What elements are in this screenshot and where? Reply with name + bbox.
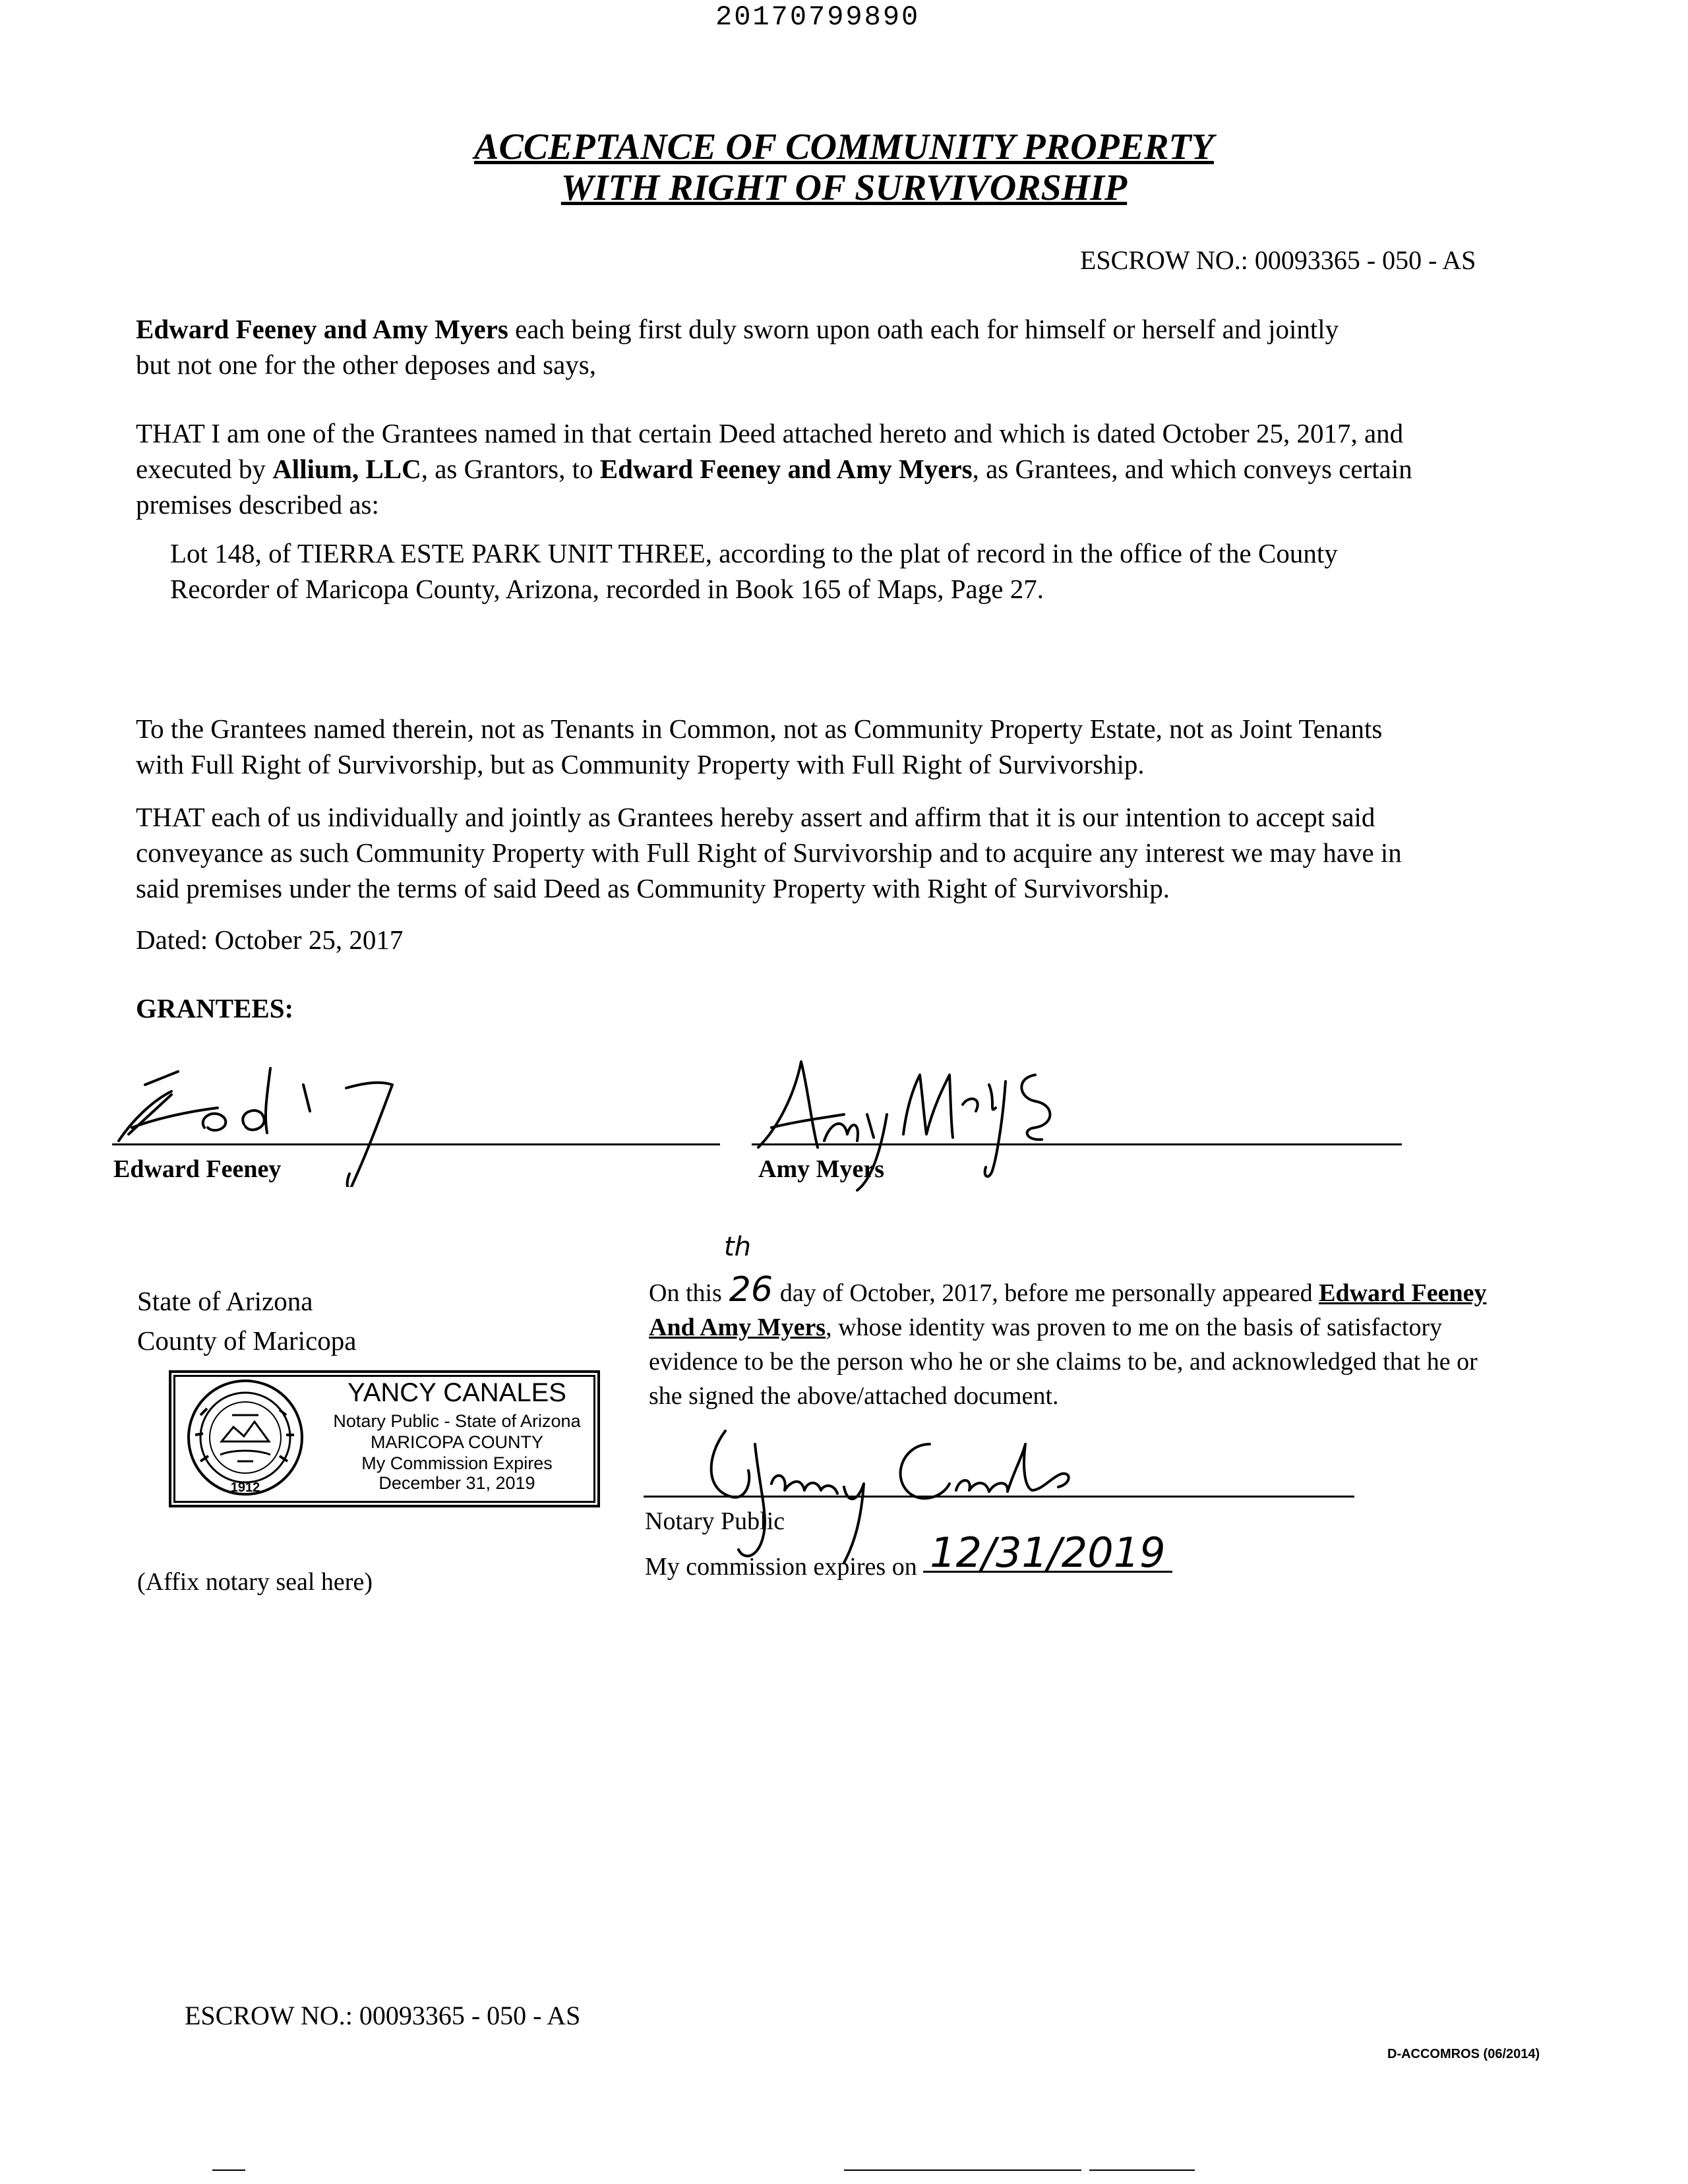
grantee-names: Edward Feeney and Amy Myers: [599, 454, 973, 484]
stamp-expires-label: My Commission Expires: [361, 1453, 553, 1473]
document-title: [0, 127, 1688, 208]
handwritten-day-suffix: th: [724, 1232, 752, 1262]
ack-line-4: she signed the above/attached document.: [649, 1382, 1059, 1410]
signature-line-notary: [644, 1496, 1354, 1498]
stamp-title: Notary Public - State of Arizona: [333, 1411, 581, 1431]
arizona-state-seal-icon: [181, 1376, 313, 1501]
venue-state: State of Arizona: [137, 1286, 313, 1316]
affix-seal-note: (Affix notary seal here): [137, 1568, 373, 1596]
affirmation-line-1: THAT each of us individually and jointly as Grantees hereby assert and affirm that it is our intention to accept said: [136, 802, 1375, 832]
intro-line-2: but not one for the other deposes and says,: [136, 349, 596, 380]
commission-expires: [645, 1529, 1172, 1585]
deed-paragraph: [136, 415, 1600, 522]
recording-number: 20170799890: [715, 1, 920, 33]
tenancy-line-1: To the Grantees named therein, not as Tenants in Common, not as Community Property Estate, not as Joint Tenants: [136, 713, 1383, 744]
scan-mark-right-2: [1089, 2169, 1195, 2171]
affirmation-line-2: conveyance as such Community Property with Full Right of Survivorship and to acquire any interest we may have in: [136, 837, 1402, 868]
deed-line-3: premises described as:: [136, 489, 379, 520]
intro-paragraph: [136, 311, 1586, 382]
escrow-number-top: ESCROW NO.: 00093365 - 050 - AS: [1080, 245, 1476, 275]
commission-label: My commission expires on: [645, 1553, 924, 1581]
form-code: D-ACCOMROS (06/2014): [1387, 2047, 1540, 2061]
legal-line-2: Recorder of Maricopa County, Arizona, recorded in Book 165 of Maps, Page 27.: [170, 574, 1044, 604]
signer-name-edward: Edward Feeney: [113, 1155, 282, 1183]
ack-line-2: And Amy Myers, whose identity was proven to me on the basis of satisfactory: [649, 1314, 1443, 1341]
title-line-1: ACCEPTANCE OF COMMUNITY PROPERTY: [474, 127, 1214, 167]
deed-line-2: executed by Allium, LLC, as Grantors, to Edward Feeney and Amy Myers, as Grantees, and which conveys certain: [136, 454, 1412, 484]
legal-line-1: Lot 148, of TIERRA ESTE PARK UNIT THREE, according to the plat of record in the office of the County: [170, 538, 1338, 568]
tenancy-paragraph: [136, 711, 1626, 782]
stamp-notary-name: YANCY CANALES: [347, 1378, 566, 1407]
signer-name-amy: Amy Myers: [758, 1155, 884, 1183]
appeared-name-1: Edward Feeney: [1319, 1279, 1487, 1307]
grantees-heading: GRANTEES:: [136, 993, 294, 1023]
seal-year: 1912: [230, 1480, 260, 1495]
scan-mark-left: [212, 2169, 245, 2171]
signature-line-amy: [752, 1143, 1402, 1145]
grantor-name: Allium, LLC: [272, 454, 421, 484]
ack-line-3: evidence to be the person who he or she claims to be, and acknowledged that he or: [649, 1348, 1478, 1376]
signature-line-edward: [112, 1143, 720, 1145]
tenancy-line-2: with Full Right of Survivorship, but as Community Property with Full Right of Survivorship.: [136, 749, 1145, 779]
notary-stamp: [169, 1370, 600, 1507]
affirmation-line-3: said premises under the terms of said Deed as Community Property with Right of Survivorship.: [136, 873, 1170, 903]
intro-names: Edward Feeney and Amy Myers: [136, 314, 508, 344]
affirmation-paragraph: [136, 799, 1626, 906]
escrow-number-bottom: ESCROW NO.: 00093365 - 050 - AS: [185, 2001, 581, 2030]
ack-line-1: On this 26 day of October, 2017, before me personally appeared Edward Feeney: [649, 1270, 1487, 1310]
notary-public-label: Notary Public: [645, 1507, 785, 1535]
stamp-county: MARICOPA COUNTY: [370, 1432, 544, 1452]
venue-county: County of Maricopa: [137, 1325, 357, 1356]
appeared-name-2: And Amy Myers: [649, 1314, 826, 1341]
acknowledgment-paragraph: [649, 1270, 1559, 1413]
scan-mark-right-1: [844, 2169, 1081, 2171]
legal-description: [170, 535, 1621, 607]
handwritten-day: 26: [729, 1270, 773, 1310]
commission-handwritten-date: 12/31/2019: [923, 1535, 1172, 1573]
title-line-2: WITH RIGHT OF SURVIVORSHIP: [560, 167, 1128, 208]
deed-line-1: THAT I am one of the Grantees named in that certain Deed attached hereto and which is dated October 25, 2017, and: [136, 418, 1404, 448]
dated-line: Dated: October 25, 2017: [136, 925, 404, 955]
stamp-expires-date: December 31, 2019: [378, 1473, 535, 1493]
intro-line-1: each being first duly sworn upon oath each for himself or herself and jointly: [508, 314, 1339, 344]
